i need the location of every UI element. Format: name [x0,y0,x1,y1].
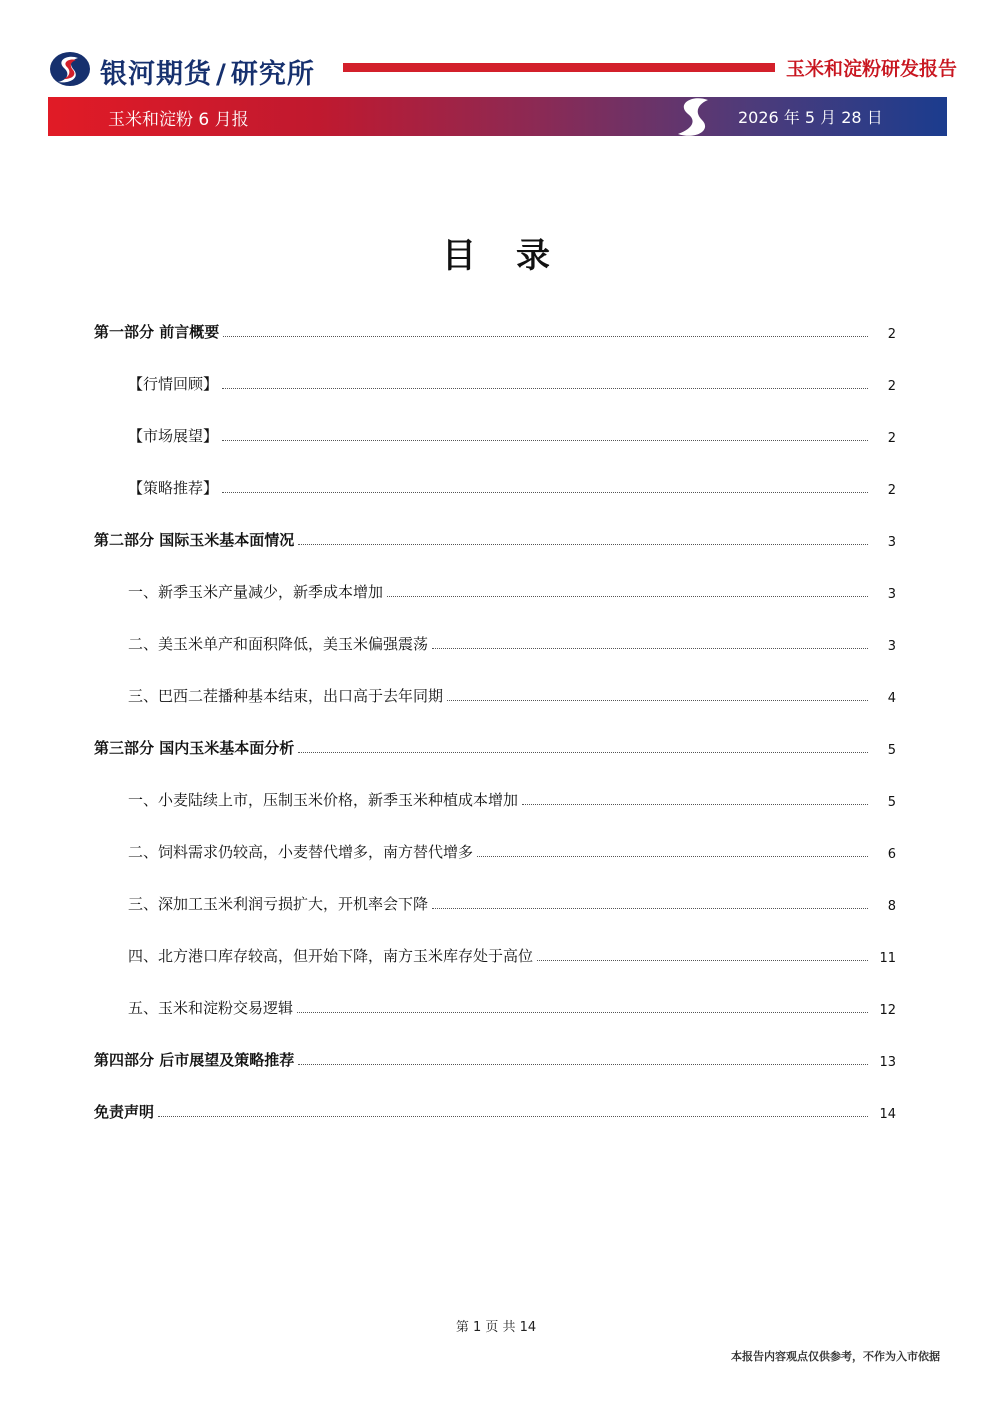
toc-entry[interactable] [0,890,992,914]
toc-entry-label: 二、美玉米单产和面积降低，美玉米偏强震荡 [128,635,429,653]
toc-entry-page: 6 [887,847,896,862]
toc-entry-page: 3 [887,587,896,602]
toc-entry-page: 14 [879,1107,896,1122]
toc-entry[interactable] [0,786,992,810]
brand-dept: 研究所 [230,59,315,90]
toc-leader-dots [298,752,868,753]
toc-entry[interactable] [0,578,992,602]
toc-leader-dots [387,596,868,597]
toc-entry-page: 2 [887,379,896,394]
toc-entry[interactable] [0,422,992,446]
toc-leader-dots [447,700,868,701]
toc-entry-label: 【行情回顾】 [128,375,219,393]
toc-entry-page: 3 [887,639,896,654]
header-band [48,97,947,136]
toc-entry-label: 四、北方港口库存较高，但开始下降，南方玉米库存处于高位 [128,947,534,965]
toc-leader-dots [297,1012,868,1013]
toc-entry[interactable] [0,1046,992,1070]
page-number: 第 1 页 共 14 [455,1320,537,1335]
toc-entry[interactable] [0,734,992,758]
toc-entry-label: 二、饲料需求仍较高，小麦替代增多，南方替代增多 [128,843,474,861]
brand-title [100,52,315,91]
toc-entry[interactable] [0,474,992,498]
brand-swoosh-icon [670,96,720,138]
toc-entry-page: 2 [887,483,896,498]
toc-entry-label: 三、巴西二茬播种基本结束，出口高于去年同期 [128,687,444,705]
toc-entry-page: 13 [879,1055,896,1070]
toc-entry-page: 4 [887,691,896,706]
toc-entry[interactable] [0,682,992,706]
toc-entry-page: 5 [887,795,896,810]
toc-leader-dots [537,960,868,961]
toc-entry-label: 【市场展望】 [128,427,219,445]
toc-entry-label: 第三部分 国内玉米基本面分析 [94,739,295,757]
toc-entry-label: 三、深加工玉米利润亏损扩大，开机率会下降 [128,895,429,913]
toc-entry[interactable] [0,838,992,862]
toc-entry-label: 一、新季玉米产量减少，新季成本增加 [128,583,384,601]
toc-leader-dots [432,648,868,649]
toc-title: 目录 [442,236,590,276]
toc-leader-dots [223,336,868,337]
header-red-rule [343,63,775,72]
toc-leader-dots [298,544,868,545]
toc-leader-dots [222,492,868,493]
toc-entry[interactable] [0,526,992,550]
toc-leader-dots [158,1116,868,1117]
toc-entry[interactable] [0,370,992,394]
toc-leader-dots [477,856,868,857]
toc-entry[interactable] [0,318,992,342]
toc-leader-dots [222,388,868,389]
toc-entry-label: 第一部分 前言概要 [94,323,220,341]
toc-entry-page: 2 [887,327,896,342]
toc-entry-label: 免责声明 [94,1103,155,1121]
toc-entry-page: 3 [887,535,896,550]
toc-entry-page: 2 [887,431,896,446]
toc-entry[interactable] [0,994,992,1018]
report-name: 玉米和淀粉 6 月报 [108,110,249,130]
toc-entry[interactable] [0,1098,992,1122]
brand-name: 银河期货 [100,59,212,90]
toc-leader-dots [298,1064,868,1065]
toc-leader-dots [432,908,868,909]
toc-entry-page: 5 [887,743,896,758]
report-type: 玉米和淀粉研发报告 [786,58,958,80]
toc-entry-label: 一、小麦陆续上市，压制玉米价格，新季玉米种植成本增加 [128,791,519,809]
report-date: 2026 年 5 月 28 日 [738,108,883,127]
brand-logo-icon [48,50,92,88]
toc-entry-page: 12 [879,1003,896,1018]
toc-entry-page: 11 [879,951,896,966]
toc-entry-page: 8 [887,899,896,914]
toc-leader-dots [222,440,868,441]
brand-slash: / [216,59,227,90]
toc-entry-label: 第二部分 国际玉米基本面情况 [94,531,295,549]
toc-entry[interactable] [0,630,992,654]
toc-entry[interactable] [0,942,992,966]
toc-entry-label: 【策略推荐】 [128,479,219,497]
toc-entry-label: 五、玉米和淀粉交易逻辑 [128,999,294,1017]
toc-leader-dots [522,804,868,805]
footer-disclaimer: 本报告内容观点仅供参考，不作为入市依据 [731,1350,940,1363]
toc-entry-label: 第四部分 后市展望及策略推荐 [94,1051,295,1069]
